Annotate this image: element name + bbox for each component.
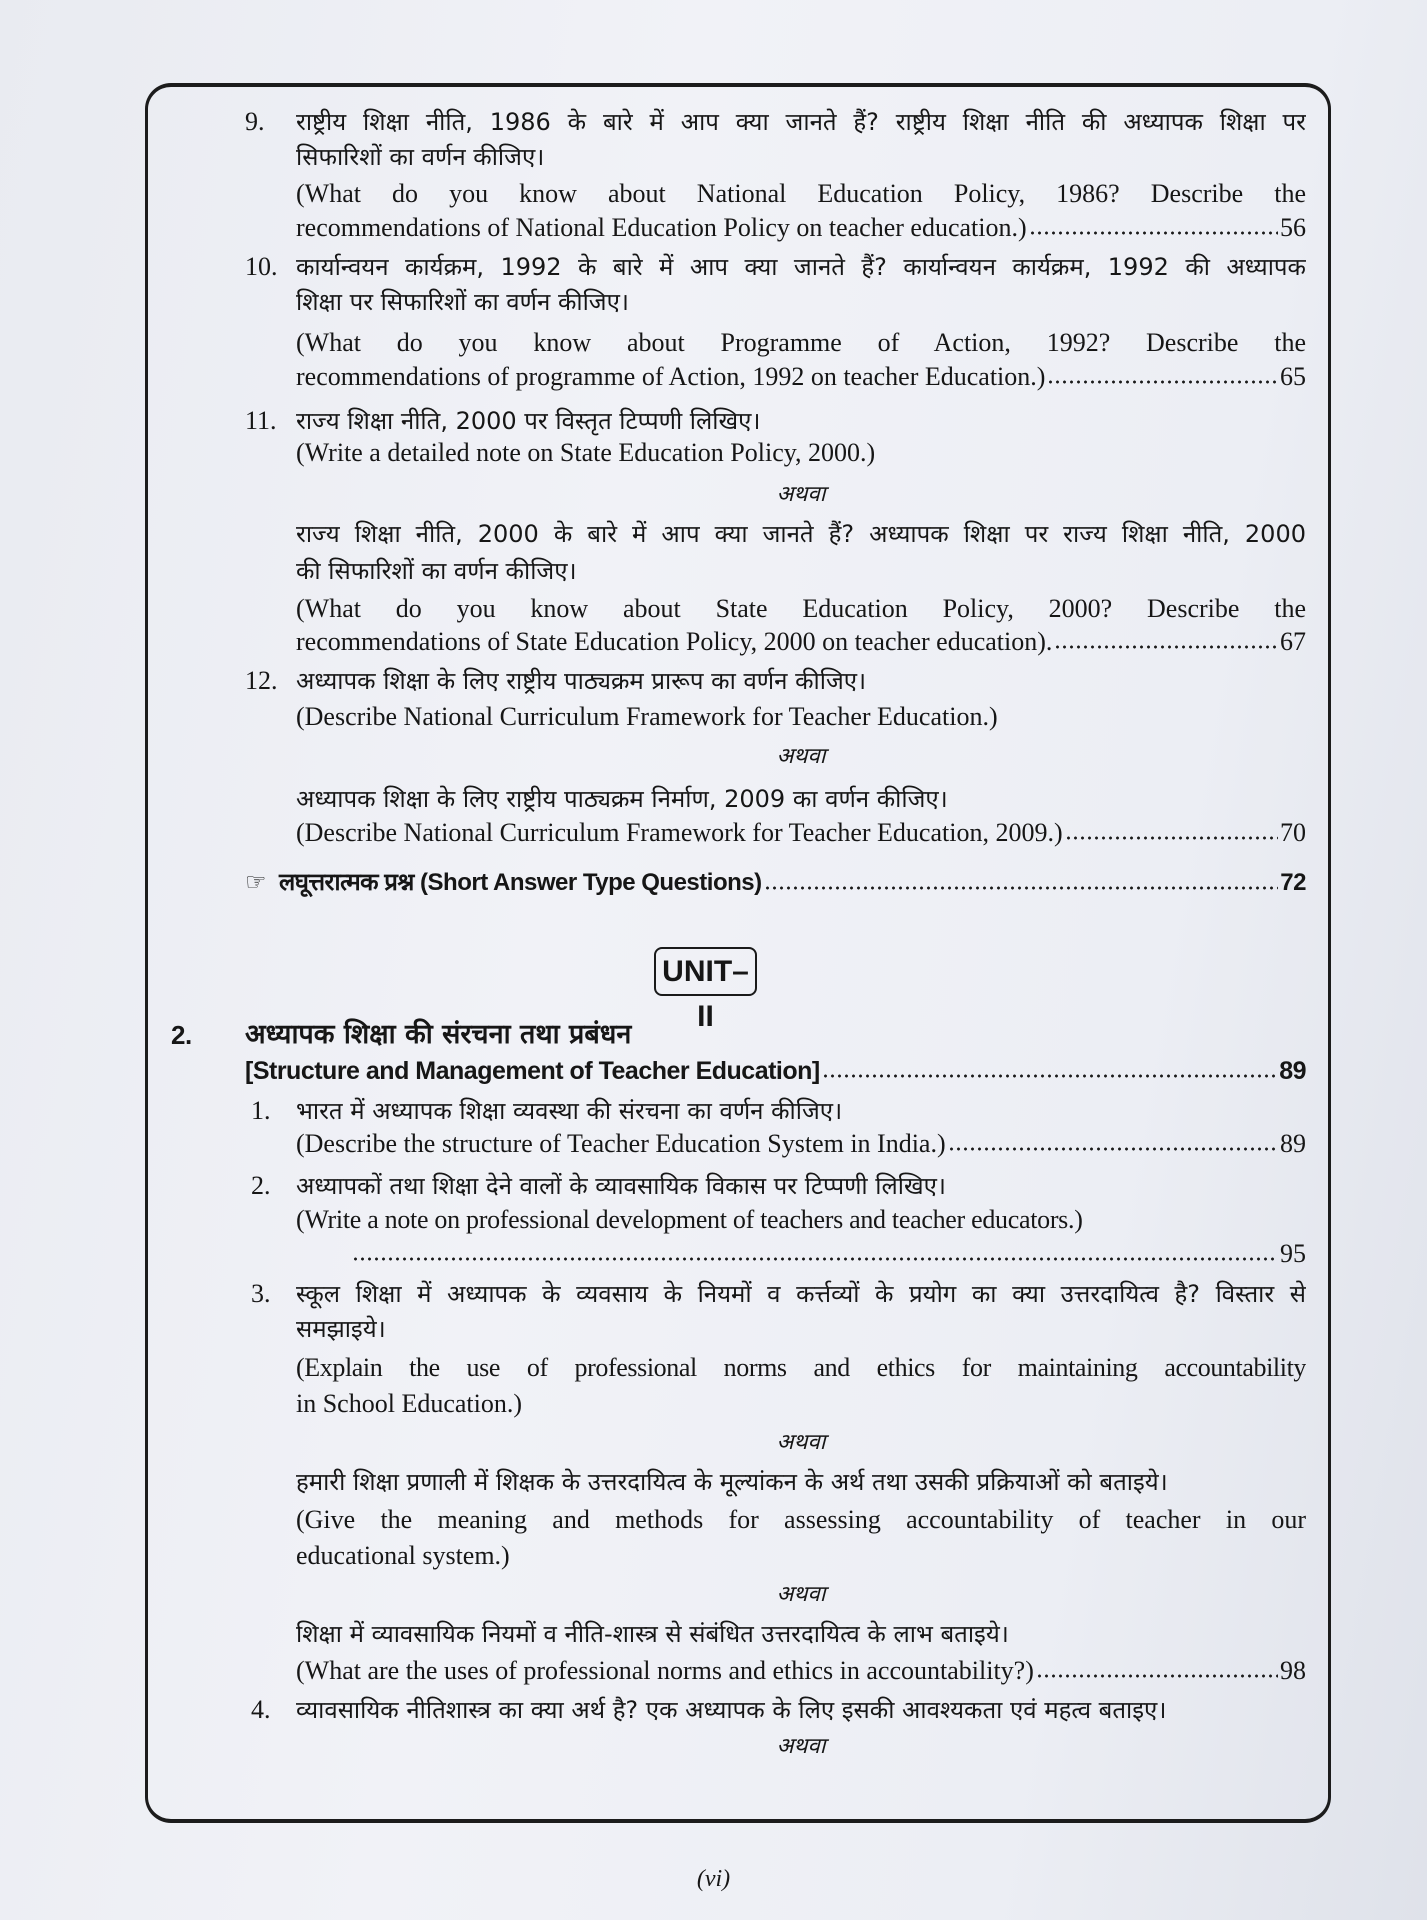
or-separator: अथवा xyxy=(776,1582,826,1607)
question-english: (Describe National Curriculum Framework for Teacher Education.) xyxy=(296,702,998,731)
question-english: (Give the meaning and methods for assessing accountability of teacher in our xyxy=(296,1505,1306,1534)
question-english: (Explain the use of professional norms and ethics for maintaining accountability xyxy=(296,1353,1306,1382)
dot-leader xyxy=(1065,834,1278,842)
question-hindi: हमारी शिक्षा प्रणाली में शिक्षक के उत्तरदायित्व के मूल्यांकन के अर्थ तथा उसकी प्रक्रियाओं को बताइये। xyxy=(296,1468,1168,1496)
question-hindi: अध्यापक शिक्षा के लिए राष्ट्रीय पाठ्यक्रम निर्माण, 2009 का वर्णन कीजिए। xyxy=(296,785,948,813)
question-number: 12. xyxy=(245,666,278,695)
toc-entry[interactable] xyxy=(296,210,1306,246)
toc-entry[interactable] xyxy=(296,1653,1306,1689)
question-english: (Write a detailed note on State Education Policy, 2000.) xyxy=(296,438,876,467)
toc-entry[interactable] xyxy=(350,1236,1306,1272)
question-hindi: स्कूल शिक्षा में अध्यापक के व्यवसाय के नियमों व कर्त्तव्यों के प्रयोग का क्या उत्तरदायित्व है? विस्तार से xyxy=(296,1280,1306,1308)
page-ref: 56 xyxy=(1280,213,1306,242)
question-hindi: सिफारिशों का वर्णन कीजिए। xyxy=(296,143,545,171)
chapter-title-english: [Structure and Management of Teacher Education] xyxy=(245,1057,820,1085)
question-hindi: व्यावसायिक नीतिशास्त्र का क्या अर्थ है? एक अध्यापक के लिए इसकी आवश्यकता एवं महत्व बताइए। xyxy=(296,1696,1167,1724)
question-english: (Describe National Curriculum Framework for Teacher Education, 2009.) xyxy=(296,818,1063,847)
page-ref: 72 xyxy=(1280,869,1306,896)
question-english: educational system.) xyxy=(296,1541,510,1570)
pointing-hand-icon: ☞ xyxy=(245,870,267,896)
question-hindi: शिक्षा पर सिफारिशों का वर्णन कीजिए। xyxy=(296,288,629,316)
question-english: recommendations of National Education Policy on teacher education.) xyxy=(296,213,1027,242)
question-number: 4. xyxy=(251,1695,271,1724)
toc-entry[interactable] xyxy=(279,865,1306,901)
question-english: in School Education.) xyxy=(296,1389,523,1418)
page-ref: 70 xyxy=(1280,818,1306,847)
page-ref: 89 xyxy=(1280,1129,1306,1158)
toc-entry[interactable] xyxy=(296,815,1306,851)
page-number: (vi) xyxy=(696,1866,731,1892)
or-separator: अथवा xyxy=(776,744,826,769)
question-hindi: शिक्षा में व्यावसायिक नियमों व नीति-शास्त्र से संबंधित उत्तरदायित्व के लाभ बताइये। xyxy=(296,1620,1009,1648)
dot-leader xyxy=(764,884,1279,892)
or-separator: अथवा xyxy=(776,1734,826,1759)
question-english: recommendations of State Education Policy, 2000 on teacher education). xyxy=(296,627,1053,656)
chapter-number: 2. xyxy=(171,1020,192,1050)
dot-leader xyxy=(1036,1672,1278,1680)
toc-entry[interactable] xyxy=(245,1053,1306,1089)
page-ref: 89 xyxy=(1279,1057,1306,1085)
unit-heading: UNIT–II xyxy=(654,947,757,996)
question-english: (Describe the structure of Teacher Education System in India.) xyxy=(296,1129,946,1158)
question-hindi: भारत में अध्यापक शिक्षा व्यवस्था की संरचना का वर्णन कीजिए। xyxy=(296,1097,843,1125)
question-hindi: कार्यान्वयन कार्यक्रम, 1992 के बारे में आप क्या जानते हैं? कार्यान्वयन कार्यक्रम, 1992 की अध्यापक xyxy=(296,253,1306,281)
toc-entry[interactable] xyxy=(296,1126,1306,1162)
question-hindi: अध्यापकों तथा शिक्षा देने वालों के व्यावसायिक विकास पर टिप्पणी लिखिए। xyxy=(296,1172,946,1200)
question-hindi: राष्ट्रीय शिक्षा नीति, 1986 के बारे में आप क्या जानते हैं? राष्ट्रीय शिक्षा नीति की अध्यापक शिक्षा पर xyxy=(296,108,1306,136)
question-hindi: की सिफारिशों का वर्णन कीजिए। xyxy=(296,557,577,585)
dot-leader xyxy=(352,1255,1278,1263)
page-ref: 95 xyxy=(1280,1239,1306,1268)
question-number: 9. xyxy=(245,107,265,136)
page-ref: 67 xyxy=(1280,627,1306,656)
question-hindi: अध्यापक शिक्षा के लिए राष्ट्रीय पाठ्यक्रम प्रारूप का वर्णन कीजिए। xyxy=(296,667,867,695)
question-english: recommendations of programme of Action, 1992 on teacher Education.) xyxy=(296,362,1046,391)
page-ref: 98 xyxy=(1280,1656,1306,1685)
question-english: (What do you know about National Education Policy, 1986? Describe the xyxy=(296,179,1306,208)
dot-leader xyxy=(948,1145,1278,1153)
or-separator: अथवा xyxy=(776,1430,826,1455)
page-ref: 65 xyxy=(1280,362,1306,391)
toc-entry[interactable] xyxy=(296,359,1306,395)
question-english: (What do you know about State Education Policy, 2000? Describe the xyxy=(296,594,1306,623)
question-number: 3. xyxy=(251,1279,271,1308)
question-hindi: समझाइये। xyxy=(296,1315,386,1343)
question-number: 10. xyxy=(245,252,278,281)
dot-leader xyxy=(822,1072,1277,1080)
dot-leader xyxy=(1029,229,1278,237)
dot-leader xyxy=(1054,643,1278,651)
question-english: (Write a note on professional development of teachers and teacher educators.) xyxy=(296,1205,1083,1234)
toc-entry[interactable] xyxy=(296,624,1306,660)
question-hindi: राज्य शिक्षा नीति, 2000 के बारे में आप क्या जानते हैं? अध्यापक शिक्षा पर राज्य शिक्षा नीति, 2000 xyxy=(296,520,1306,548)
question-number: 2. xyxy=(251,1171,271,1200)
dot-leader xyxy=(1047,378,1278,386)
or-separator: अथवा xyxy=(776,482,826,507)
question-number: 1. xyxy=(251,1096,271,1125)
chapter-title-hindi: अध्यापक शिक्षा की संरचना तथा प्रबंधन xyxy=(245,1019,632,1050)
section-label: लघूत्तरात्मक प्रश्न (Short Answer Type Questions) xyxy=(279,869,762,896)
question-english: (What do you know about Programme of Action, 1992? Describe the xyxy=(296,328,1306,357)
question-number: 11. xyxy=(245,406,277,435)
question-hindi: राज्य शिक्षा नीति, 2000 पर विस्तृत टिप्पणी लिखिए। xyxy=(296,407,761,435)
question-english: (What are the uses of professional norms and ethics in accountability?) xyxy=(296,1656,1034,1685)
